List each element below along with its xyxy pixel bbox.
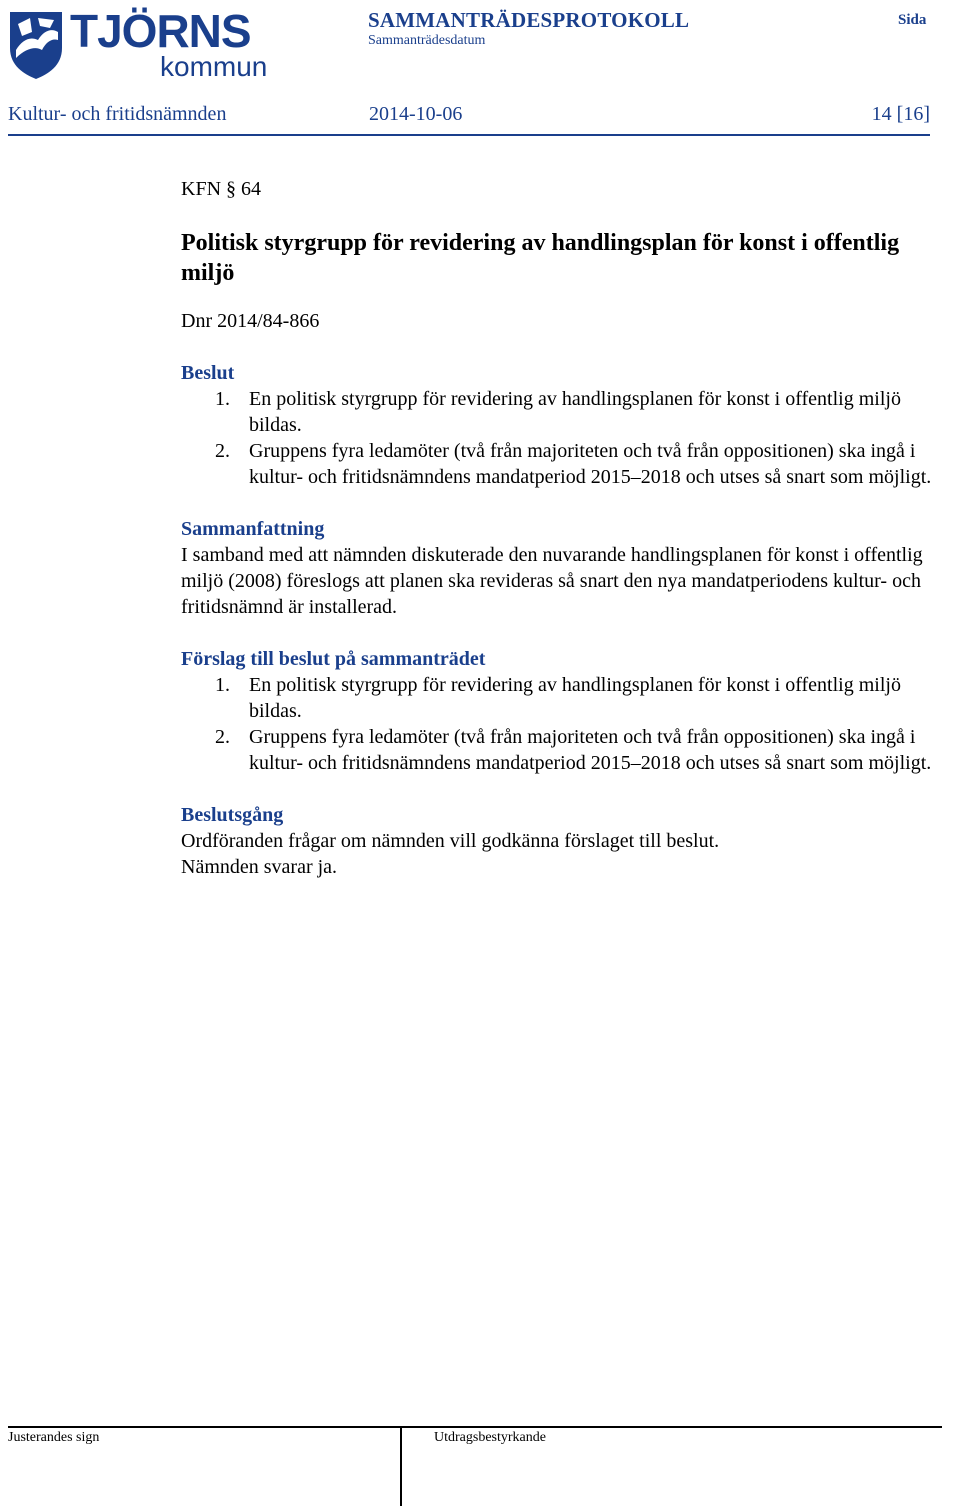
list-number: 2. xyxy=(215,440,230,462)
protocol-body xyxy=(181,176,941,880)
paragraph-title: Politisk styrgrupp för revidering av handlingsplan för konst i offentlig miljö xyxy=(181,230,900,286)
list-text: Gruppens fyra ledamöter (två från majoriteten och två från oppositionen) ska ingå i kultur- och fritidsnämndens mandatperiod 2015–2018 och utses så snart som möjligt. xyxy=(249,440,932,488)
proposal-heading: Förslag till beslut på sammanträdet xyxy=(181,648,486,670)
certification-label: Utdragsbestyrkande xyxy=(434,1430,546,1445)
summary-heading: Sammanfattning xyxy=(181,518,325,540)
page-number: 14 [16] xyxy=(871,103,930,125)
committee-name: Kultur- och fritidsnämnden xyxy=(8,103,227,125)
meeting-date: 2014-10-06 xyxy=(369,103,463,125)
signature-label: Justerandes sign xyxy=(8,1430,100,1445)
list-text: Gruppens fyra ledamöter (två från majoriteten och två från oppositionen) ska ingå i kultur- och fritidsnämndens mandatperiod 2015–2018 och utses så snart som möjligt. xyxy=(249,726,932,774)
coat-of-arms-icon xyxy=(8,10,64,80)
procedure-heading: Beslutsgång xyxy=(181,804,284,826)
summary-text: I samband med att nämnden diskuterade den nuvarande handlingsplanen för konst i offentlig miljö (2008) föreslogs att planen ska revideras så snart den nya mandatperiodens kultur- och fritidsnämnd är installerad. xyxy=(181,544,923,618)
document-title: SAMMANTRÄDESPROTOKOLL xyxy=(368,8,690,32)
list-item xyxy=(181,724,941,776)
decision-list xyxy=(181,386,941,490)
logo-wordmark: TJÖRNS xyxy=(70,5,251,57)
municipality-logo xyxy=(8,5,268,82)
proposal-list xyxy=(181,672,941,776)
list-item xyxy=(181,386,941,438)
list-number: 2. xyxy=(215,726,230,748)
meeting-date-label: Sammanträdesdatum xyxy=(368,33,486,48)
procedure-line: Ordföranden frågar om nämnden vill godkänna förslaget till beslut. xyxy=(181,830,720,852)
list-text: En politisk styrgrupp för revidering av handlingsplanen för konst i offentlig miljö bildas. xyxy=(249,388,901,436)
footer-column-divider xyxy=(400,1426,402,1506)
page-label: Sida xyxy=(898,12,927,28)
list-item xyxy=(181,438,941,490)
decision-heading: Beslut xyxy=(181,362,235,384)
header-divider xyxy=(8,134,930,136)
footer-divider xyxy=(8,1426,942,1428)
paragraph-id: KFN § 64 xyxy=(181,178,262,200)
list-text: En politisk styrgrupp för revidering av handlingsplanen för konst i offentlig miljö bildas. xyxy=(249,674,901,722)
diary-number: Dnr 2014/84-866 xyxy=(181,310,320,332)
list-item xyxy=(181,672,941,724)
list-number: 1. xyxy=(215,674,230,696)
procedure-line: Nämnden svarar ja. xyxy=(181,856,338,878)
meta-row xyxy=(8,103,930,131)
logo-subtitle: kommun xyxy=(160,51,268,82)
list-number: 1. xyxy=(215,388,230,410)
